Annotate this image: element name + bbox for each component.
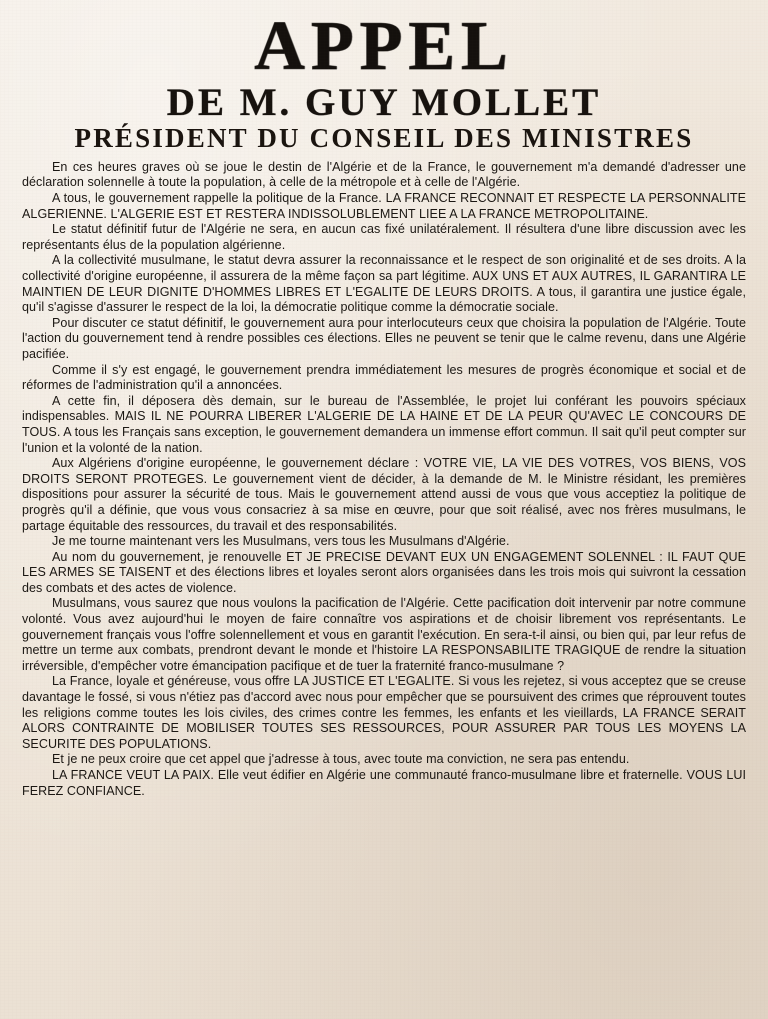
paragraph: A tous, le gouvernement rappelle la politique de la France. LA FRANCE RECONNAIT ET RESPECTE LA PERSONNALITE ALGERIENNE. L'ALGERIE EST ET RESTERA INDISSOLUBLEMENT LIEE A LA FRANCE METROPOLITAINE. <box>22 191 746 221</box>
paragraph: Je me tourne maintenant vers les Musulmans, vers tous les Musulmans d'Algérie. <box>52 534 510 549</box>
paragraph: LA FRANCE VEUT LA PAIX. Elle veut édifier en Algérie une communauté franco-musulmane libre et fraternelle. VOUS LUI FEREZ CONFIANCE. <box>22 768 746 798</box>
paragraph: Au nom du gouvernement, je renouvelle ET JE PRECISE DEVANT EUX UN ENGAGEMENT SOLENNEL : IL FAUT QUE LES ARMES SE TAISENT et des élections libres et loyales seront alors organisées dans les trois mois qui suivront la cessation des combats et des actes de violence. <box>22 549 746 595</box>
paragraph: Musulmans, vous saurez que nous voulons la pacification de l'Algérie. Cette pacification doit intervenir par notre commune volonté. Vous avez aujourd'hui le moyen de faire connaître vos aspirations et de choisir librement vos représentants. Le gouvernement français vous l'offre solennellement et vous en garantit l'exécution. En sera-t-il ainsi, ou bien qui, par leur refus de mettre un terme aux combats, prendront devant le monde et l'histoire LA RESPONSABILITE TRAGIQUE de rendre la situation irréversible, d'empêcher votre émancipation pacifique et de tuer la fraternité franco-musulmane ? <box>22 596 746 673</box>
paragraph: Pour discuter ce statut définitif, le gouvernement aura pour interlocuteurs ceux que choisira la population de l'Algérie. Toute l'action du gouvernement tend à rendre possibles ces élections. Elles ne peuvent se tenir que le calme revenu, dans une Algérie pacifiée. <box>22 315 746 361</box>
document-body <box>22 160 746 799</box>
document-subtitle: DE M. GUY MOLLET <box>166 80 602 124</box>
paragraph: La France, loyale et généreuse, vous offre LA JUSTICE ET L'EGALITE. Si vous les rejetez, si vous acceptez que se creuse davantage le fossé, si vous n'étiez pas d'accord avec nous pour empêcher que se poursuivent des crimes que réprouvent toutes les religions comme toutes les lois civiles, des crimes contre les femmes, les enfants et les vieillards, LA FRANCE SERAIT ALORS CONTRAINTE DE MOBILISER TOUTES SES RESSOURCES, POUR ASSURER PAR TOUS LES MOYENS LA SECURITE DES POPULATIONS. <box>22 674 746 751</box>
page-title: APPEL <box>254 8 514 85</box>
document-subtitle-secondary: PRÉSIDENT DU CONSEIL DES MINISTRES <box>74 122 694 153</box>
paragraph: Comme il s'y est engagé, le gouvernement prendra immédiatement les mesures de progrès économique et social et de réformes de l'administration qu'il a annoncées. <box>22 362 746 393</box>
paragraph: Aux Algériens d'origine européenne, le gouvernement déclare : VOTRE VIE, LA VIE DES VOTRES, VOS BIENS, VOS DROITS SERONT PROTEGES. Le gouvernement vient de décider, à la demande de M. le Ministre résidant, les premières dispositions pour assurer la sécurité de tous. Mais le gouvernement attend aussi de vous que vous acceptiez la politique de progrès qu'il a définie, que vous vous consacriez à sa mise en œuvre, pour que soit réalisé, avec nos frères musulmans, le partage équitable des ressources, du travail et des responsabilités. <box>22 456 746 533</box>
paragraph: En ces heures graves où se joue le destin de l'Algérie et de la France, le gouvernement m'a demandé d'adresser une déclaration solennelle à toute la population, à celle de la métropole et à celle de l'Algérie. <box>22 159 746 190</box>
paragraph: Et je ne peux croire que cet appel que j'adresse à tous, avec toute ma conviction, ne sera pas entendu. <box>52 752 630 767</box>
paragraph: A cette fin, il déposera dès demain, sur le bureau de l'Assemblée, le projet lui conférant les pouvoirs spéciaux indispensables. MAIS IL NE POURRA LIBERER L'ALGERIE DE LA HAINE ET DE LA PEUR QU'AVEC LE CONCOURS DE TOUS. A tous les Français sans exception, le gouvernement demandera un immense effort commun. Il sait qu'il peut compter sur l'union et la volonté de la nation. <box>22 393 746 455</box>
paragraph: A la collectivité musulmane, le statut devra assurer la reconnaissance et le respect de son originalité et de ses droits. A la collectivité d'origine européenne, il assurera de la même façon sa part légitime. AUX UNS ET AUX AUTRES, IL GARANTIRA LE MAINTIEN DE LEUR DIGNITE D'HOMMES LIBRES ET L'EGALITE DE LEURS DROITS. A tous, il garantira une justice égale, qu'il s'agisse d'assurer le respect de la loi, la démocratie politique comme la démocratie sociale. <box>22 253 746 315</box>
paragraph: Le statut définitif futur de l'Algérie ne sera, en aucun cas fixé unilatéralement. Il résultera d'une libre discussion avec les représentants élus de la population algérienne. <box>22 222 746 252</box>
